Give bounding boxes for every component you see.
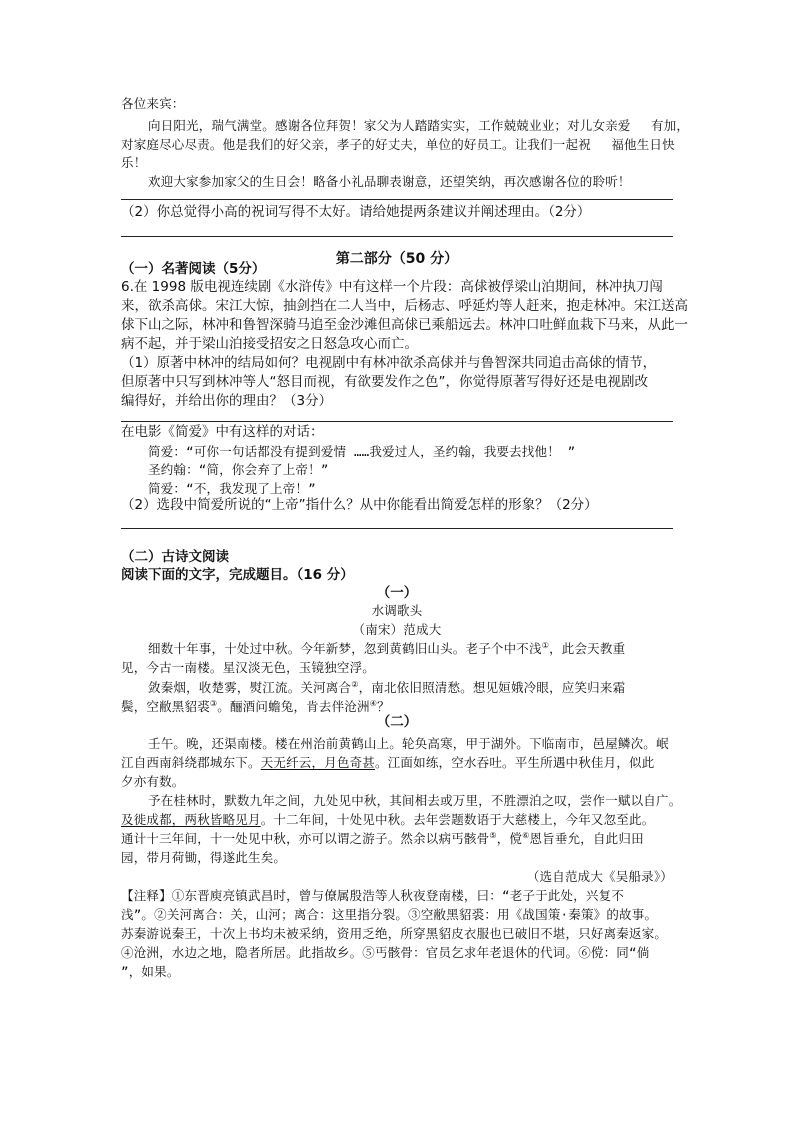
prose-line: 壬午。晚，还渠南楼。楼在州治前黄鹤山上。轮奂高寒，甲于湖外。下临南市，邑屋鳞次。岷 xyxy=(148,736,669,751)
poem-line: 见，今古一南楼。星汉淡无色，玉镜独空浮。 xyxy=(121,660,376,675)
answer-line xyxy=(121,528,673,529)
prose-number: （二） xyxy=(376,714,418,730)
jane-intro: 在电影《简爱》中有这样的对话： xyxy=(121,424,324,440)
notes-line: 苏秦游说秦王，十次上书均未被采纳，资用乏绝，所穿黑貂皮衣服也已破旧不堪，只好离秦返家。 xyxy=(121,926,668,941)
speech-greeting: 各位来宾： xyxy=(121,96,185,111)
prose-line: 通计十三年间，十一处见中秋，亦可以谓之游子。然余以病丐骸骨⑤，傥⑥恩旨垂允，自此归田 xyxy=(121,830,644,846)
q6-line: 来，欲杀高俅。宋江大惊，抽剑挡在二人当中，后杨志、呼延灼等人赶来，抱走林冲。宋江送高 xyxy=(121,298,688,314)
prose-source: （选自范成大《吴船录》） xyxy=(526,869,673,884)
q6-question-line: （1）原著中林冲的结局如何？电视剧中有林冲欲杀高俅并与鲁智深共同追击高俅的情节， xyxy=(121,355,657,371)
speech-line: 乐！ xyxy=(121,155,147,170)
section2-title: （二）古诗文阅读 xyxy=(121,549,229,565)
jane-dialogue: 简爱：“不，我发现了上帝！” xyxy=(148,481,316,496)
q6-line: 俅下山之际，林冲和鲁智深骑马追至金沙滩但高俅已乘船远去。林冲口吐鲜血栽下马来，从此一 xyxy=(121,317,688,333)
poem-line: 细数十年事，十处过中秋。今年新梦，忽到黄鹤旧山头。老子个中不浅①，此会天教重 xyxy=(148,640,626,656)
speech-line: 对家庭尽心尽责。他是我们的好父亲，孝子的好丈夫，单位的好员工。让我们一起祝 福他生日快 xyxy=(121,137,675,152)
notes-line: 浅”。②关河离合：关，山河；离合：这里指分裂。③空敝黑貂裘：用《战国策·秦策》的故事。 xyxy=(121,907,658,922)
prose-line: 园，带月荷锄，得遂此生矣。 xyxy=(121,850,287,865)
notes-line: ④沧洲，水边之地，隐者所居。此指故乡。⑤丐骸骨：官员乞求年老退休的代词。⑥傥：同“倘 xyxy=(121,945,650,960)
prose-line: 及徙成都，两秋皆略见月。十二年间，十处见中秋。去年尝题数语于大慈楼上，今年又忽至此。 xyxy=(121,812,655,827)
q6-line: 6.在 1998 版电视连续剧《水浒传》中有这样一个片段：高俅被俘梁山泊期间，林冲执刀闯 xyxy=(121,279,663,295)
question-speech-2: （2）你总觉得小高的祝词写得不太好。请给她提两条建议并阐述理由。（2分） xyxy=(121,204,591,220)
part2-title: 第二部分（50 分） xyxy=(335,251,459,267)
prose-line: 夕亦有数。 xyxy=(121,774,185,789)
speech-line: 欢迎大家参加家父的生日会！略备小礼品聊表谢意，还望笑纳，再次感谢各位的聆听！ xyxy=(148,174,631,189)
q6-line: 病不起，并于梁山泊接受招安之日怒急攻心而亡。 xyxy=(121,336,418,352)
section2-subtitle: 阅读下面的文字，完成题目。（16 分） xyxy=(121,567,354,583)
poem-line: 鬓，空敝黑貂裘③。酾酒问蟾兔，肯去伴沧洲④？ xyxy=(121,698,390,714)
prose-line: 江自西南斜绕郡城东下。天无纤云，月色奇甚。江面如练，空水吞吐。平生所遇中秋佳月，似此 xyxy=(121,755,655,770)
poem-author: （南宋）范成大 xyxy=(352,622,442,637)
poem-line: 敛秦烟，收楚雾，熨江流。关河离合②，南北依旧照清愁。想见姮娥冷眼，应笑归来霜 xyxy=(148,679,626,695)
q6-question-line: 但原著中只写到林冲等人“怒目而视，有欲要发作之色”，你觉得原著写得好还是电视剧改 xyxy=(121,374,648,390)
poem-number: （一） xyxy=(376,585,418,601)
jane-dialogue: 简爱：“可你一句话都没有提到爱情 ……我爱过人，圣约翰，我要去找他！ ” xyxy=(148,444,576,459)
poem-title: 水调歌头 xyxy=(371,603,423,618)
jane-dialogue: 圣约翰：“简，你会弃了上帝！” xyxy=(148,462,329,477)
answer-line xyxy=(121,236,673,237)
speech-line: 向日阳光，瑞气满堂。感谢各位拜贺！家父为人踏踏实实，工作兢兢业业；对儿女亲爱 有加， xyxy=(148,118,690,133)
jane-question: （2）选段中简爱所说的“上帝”指什么？从中你能看出简爱怎样的形象？（2分） xyxy=(121,497,598,513)
notes-line: ”，如果。 xyxy=(121,964,180,979)
section1-title: （一）名著阅读（5分） xyxy=(121,261,266,277)
notes-line: 【注释】①东晋庾亮镇武昌时，曾与僚属殷浩等人秋夜登南楼，曰：“老子于此处，兴复不 xyxy=(121,888,625,903)
answer-line xyxy=(121,421,673,422)
prose-line: 予在桂林时，默数九年之间，九处见中秋，其间相去或万里，不胜漂泊之叹，尝作一赋以自广。 xyxy=(148,793,682,808)
answer-line xyxy=(121,199,673,200)
q6-question-line: 编得好，并给出你的理由？（3分） xyxy=(121,393,333,409)
